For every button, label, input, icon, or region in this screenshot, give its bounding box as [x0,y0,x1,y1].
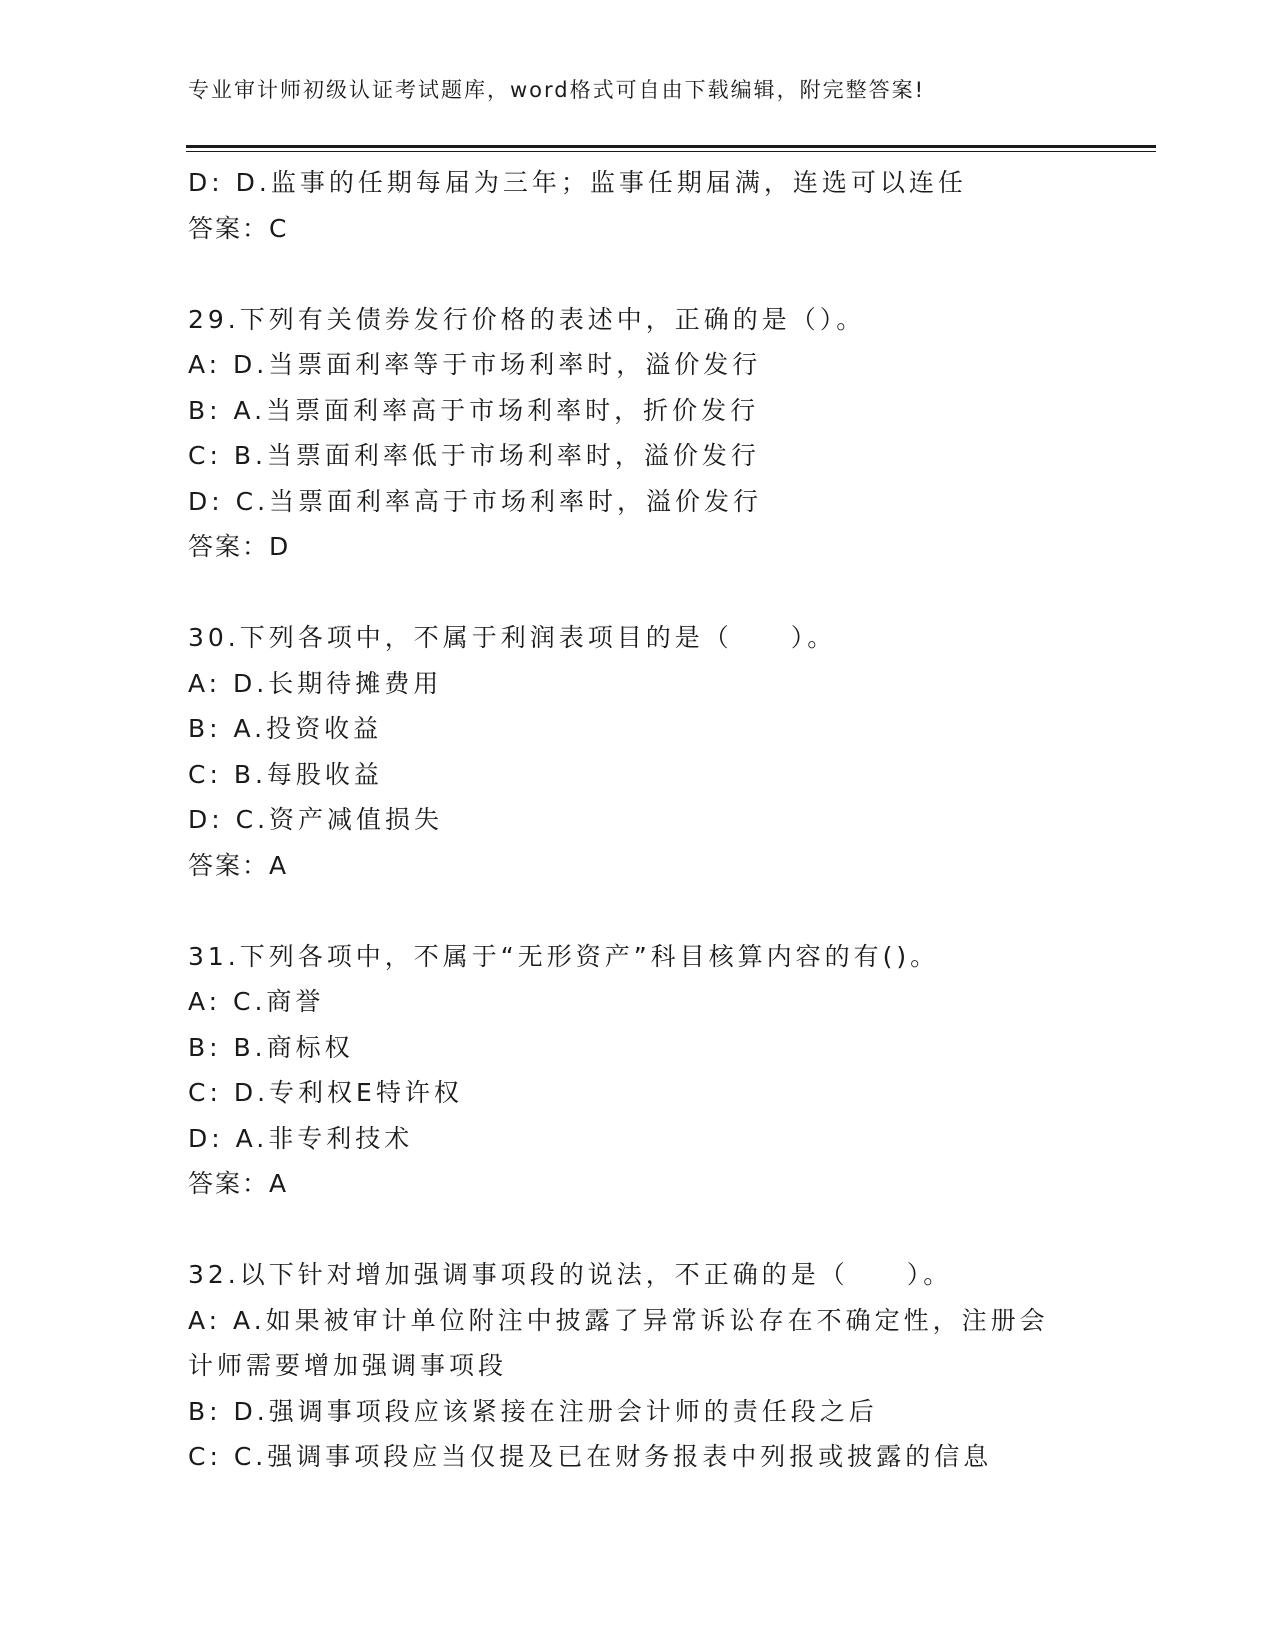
answer-line [188,843,1088,889]
answer-label: 答案： [188,532,270,561]
question-29 [188,297,1088,570]
option-b: B: A.投资收益 [188,714,383,743]
answer-line [188,206,1088,252]
spacer [188,1207,1088,1253]
option-a: A: A.如果被审计单位附注中披露了异常诉讼存在不确定性，注册会计师需要增加强调事项段 [188,1305,1049,1380]
option-d: D: A.非专利技术 [188,1123,414,1153]
spacer [188,888,1088,934]
question-30 [188,615,1088,888]
answer-label: 答案： [188,1169,270,1198]
question-31 [188,934,1088,1207]
answer-value: A [269,1169,288,1198]
page-header: 专业审计师初级认证考试题库，word格式可自由下载编辑，附完整答案! [188,78,926,102]
option-b: B: D.强调事项段应该紧接在注册会计师的责任段之后 [188,1396,878,1426]
question-stem: 31.下列各项中，不属于“无形资产”科目核算内容的有()。 [188,941,940,971]
previous-question-tail [188,160,1088,251]
option-c: C: C.强调事项段应当仅提及已在财务报表中列报或披露的信息 [188,1442,993,1471]
option-d: D: C.资产减值损失 [188,805,444,834]
option-line: D: D.监事的任期每届为三年；监事任期届满，连选可以连任 [188,168,967,197]
option-b: B: A.当票面利率高于市场利率时，折价发行 [188,395,760,425]
option-a: A: C.商誉 [188,987,325,1016]
option-c: C: B.每股收益 [188,759,383,789]
option-c: C: D.专利权E特许权 [188,1078,463,1107]
spacer [188,251,1088,297]
option-c: C: B.当票面利率低于市场利率时，溢价发行 [188,441,760,470]
option-a: A: D.长期待摊费用 [188,668,443,698]
question-stem: 29.下列有关债券发行价格的表述中，正确的是（）。 [188,304,866,334]
answer-value: C [269,213,288,243]
answer-value: A [269,850,288,880]
option-a: A: D.当票面利率等于市场利率时，溢价发行 [188,350,762,379]
document-body [188,160,1088,1480]
answer-label: 答案： [188,850,270,880]
question-32 [188,1252,1088,1480]
option-d: D: C.当票面利率高于市场利率时，溢价发行 [188,486,763,516]
question-stem: 32.以下针对增加强调事项段的说法，不正确的是（ ）。 [188,1260,953,1289]
header-divider [186,145,1156,152]
answer-label: 答案： [188,213,270,243]
answer-line [188,1161,1088,1207]
option-b: B: B.商标权 [188,1032,354,1062]
answer-line [188,524,1088,570]
spacer [188,570,1088,616]
answer-value: D [269,532,290,561]
question-stem: 30.下列各项中，不属于利润表项目的是（ ）。 [188,623,837,652]
